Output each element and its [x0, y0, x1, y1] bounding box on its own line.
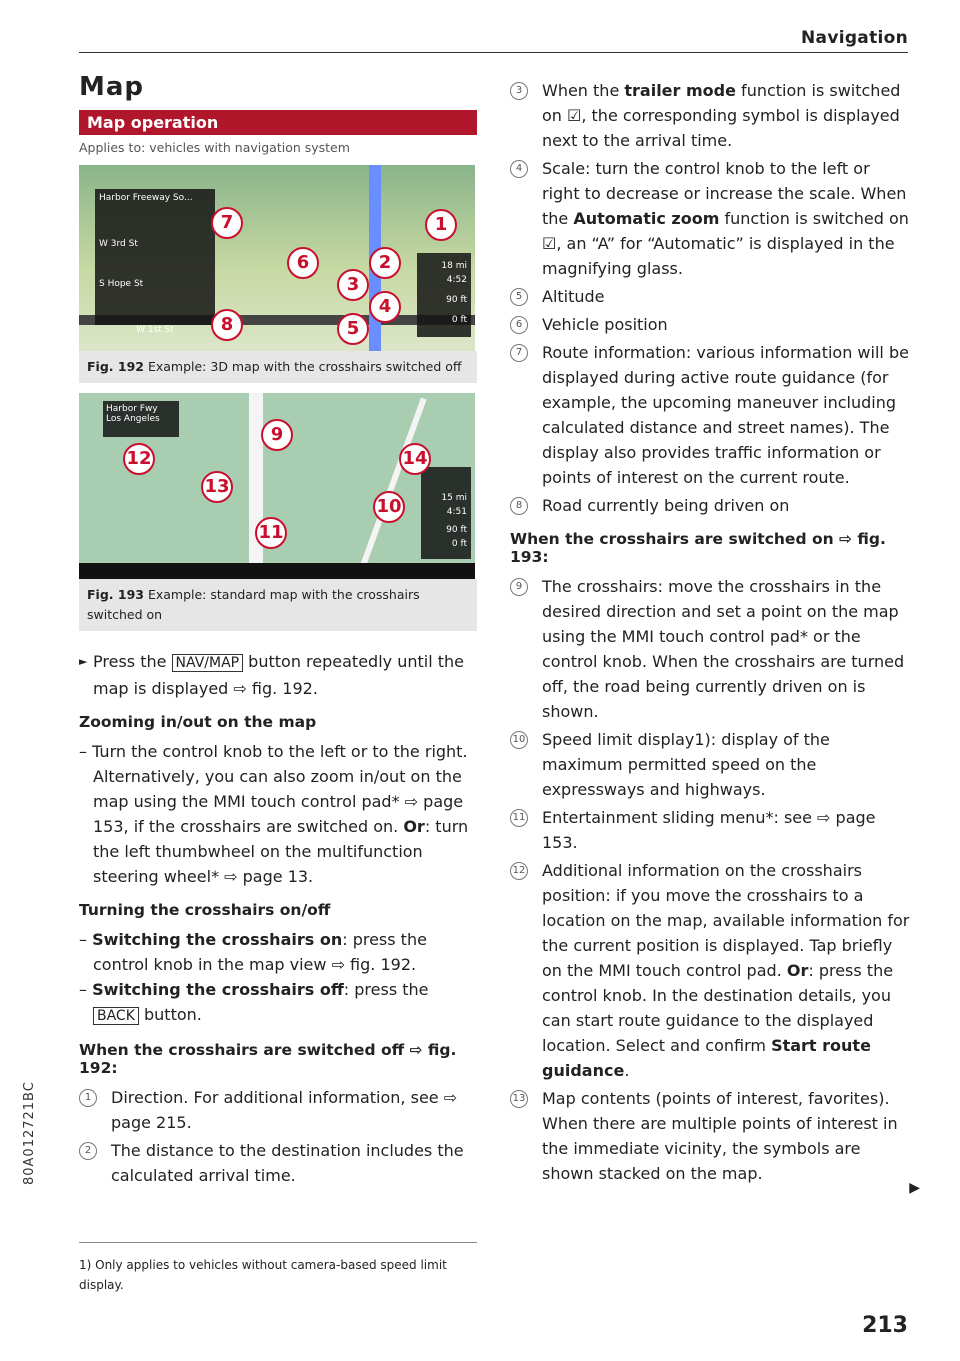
heading-zoom: Zooming in/out on the map [79, 713, 317, 731]
callout-8: 8 [211, 309, 243, 341]
item-1: 1 Direction. For additional information, see ⇨ page 215. [79, 1085, 477, 1135]
header-rule [79, 52, 908, 53]
callout-3: 3 [337, 269, 369, 301]
running-header: Navigation [801, 28, 908, 48]
item-13: 13 Map contents (points of interest, favorites). When there are multiple points of interest in the immediate vicinity, the symbols are shown stacked on the map. [510, 1086, 910, 1186]
callout-14: 14 [399, 443, 431, 475]
continue-arrow-icon: ▶ [909, 1180, 920, 1196]
item-10: 10 Speed limit display1): display of the maximum permitted speed on the expressways and highways. [510, 727, 910, 802]
right-column [510, 78, 910, 1189]
callout-5: 5 [337, 313, 369, 345]
instruction-press: ► Press the NAV/MAP button repeatedly until the map is displayed ⇨ fig. 192. [79, 649, 477, 701]
item-11: 11 Entertainment sliding menu*: see ⇨ page 153. [510, 805, 910, 855]
trip-info-panel: 18 mi 4:52 90 ft 0 ft [417, 253, 471, 337]
callout-13: 13 [201, 471, 233, 503]
callout-2: 2 [369, 247, 401, 279]
item-4: 4 Scale: turn the control knob to the left or right to decrease or increase the scale. When the Automatic zoom function is switched on ☑, an “A” for “Automatic” is displayed in the magnifying glass. [510, 156, 910, 281]
heading-off: When the crosshairs are switched off ⇨ fig. 192: [79, 1041, 457, 1077]
section-bar: Map operation [79, 110, 477, 135]
item-7: 7 Route information: various information will be displayed during active route guidance (for example, the upcoming maneuver including calculated distance and street names). The display also provides traffic information or points of interest on the current route. [510, 340, 910, 490]
crosshairs-on-text: – Switching the crosshairs on: press the control knob in the map view ⇨ fig. 192. [79, 930, 427, 974]
callout-7: 7 [211, 207, 243, 239]
crosshairs-off-text: – Switching the crosshairs off: press the BACK button. [79, 980, 429, 1024]
page-number: 213 [862, 1313, 908, 1338]
map-bottom-bar [79, 563, 475, 579]
callout-9: 9 [261, 419, 293, 451]
callout-4: 4 [369, 291, 401, 323]
item-6: 6 Vehicle position [510, 312, 910, 337]
item-5: 5 Altitude [510, 284, 910, 309]
trip-info-panel-2: 15 mi 4:51 90 ft 0 ft [421, 467, 471, 559]
item-9: 9 The crosshairs: move the crosshairs in the desired direction and set a point on the map using the MMI touch control pad* or the control knob. When the crosshairs are turned off, the road being currently driven on is shown. [510, 574, 910, 724]
callout-6: 6 [287, 247, 319, 279]
heading-on: When the crosshairs are switched on ⇨ fig. 193: [510, 530, 886, 566]
callout-1: 1 [425, 209, 457, 241]
zoom-text: – Turn the control knob to the left or to the right. Alternatively, you can also zoom in/out on the map using the MMI touch control pad* ⇨ page 153, if the crosshairs are switched on. Or: turn the left thumbwheel on the multifunction steering wheel* ⇨ page 13. [79, 742, 469, 886]
item-8: 8 Road currently being driven on [510, 493, 910, 518]
item-12: 12 Additional information on the crosshairs position: if you move the crosshairs to a location on the map, available information for the current position is displayed. Tap briefly on the MMI touch control pad. Or: press the control knob. In the destination details, you can start route guidance to the displayed location. Select and confirm Start route guidance. [510, 858, 910, 1083]
figure-192-caption: Fig. 192 Example: 3D map with the crosshairs switched off [79, 351, 477, 383]
heading-turn: Turning the crosshairs on/off [79, 901, 331, 919]
item-3: 3 When the trailer mode function is switched on ☑, the corresponding symbol is displayed next to the arrival time. [510, 78, 910, 153]
footnote: 1) Only applies to vehicles without camera-based speed limit display. [79, 1242, 477, 1295]
figure-192-map [79, 165, 475, 351]
figure-193-caption: Fig. 193 Example: standard map with the crosshairs switched on [79, 579, 477, 631]
applies-note: Applies to: vehicles with navigation system [79, 140, 350, 155]
route-info-panel: Harbor Freeway So... W 3rd St S Hope St W 1st St [95, 189, 215, 325]
callout-11: 11 [255, 517, 287, 549]
document-code: 80A012721BC [22, 1081, 37, 1185]
callout-10: 10 [373, 491, 405, 523]
left-column [79, 72, 477, 1191]
location-tag: Harbor Fwy Los Angeles [103, 401, 179, 437]
callout-12: 12 [123, 443, 155, 475]
figure-193-map [79, 393, 475, 579]
item-2: 2 The distance to the destination includes the calculated arrival time. [79, 1138, 477, 1188]
page-title: Map [79, 72, 145, 102]
